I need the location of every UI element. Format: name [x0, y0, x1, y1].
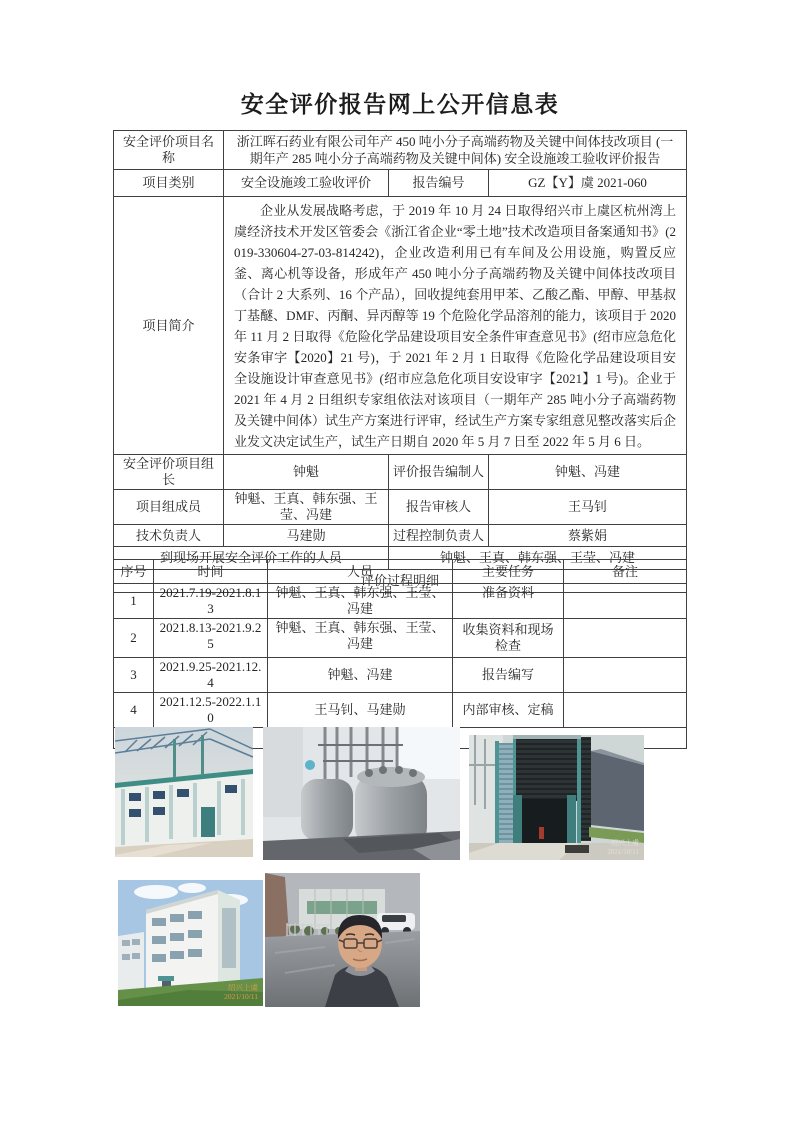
tech-lead-label: 技术负责人	[114, 525, 224, 547]
photo-watermark-date: 2021/10/11	[224, 992, 258, 1001]
onsite-personnel-value: 钟魁、王真、韩东强、王莹、冯建	[389, 547, 687, 570]
reactor-vessel-left	[301, 779, 353, 841]
time-cell: 2021.12.5-2022.1.10	[154, 693, 268, 728]
photo-site-selfie	[265, 873, 420, 1007]
personnel-row	[114, 525, 687, 547]
time-cell: 2021.7.19-2021.8.13	[154, 584, 268, 619]
background-building	[591, 751, 644, 831]
team-leader-label: 安全评价项目组长	[114, 455, 224, 490]
tech-lead-value: 马建勋	[224, 525, 389, 547]
col-header-seq: 序号	[114, 560, 154, 584]
process-control-value: 蔡紫娟	[489, 525, 687, 547]
remark-cell	[564, 584, 687, 619]
report-reviewer-value: 王马钊	[489, 490, 687, 525]
report-no-value: GZ【Y】虞 2021-060	[489, 170, 687, 197]
table-row	[114, 131, 687, 170]
personnel-cell: 钟魁、王真、韩东强、王莹、冯建	[268, 619, 453, 658]
red-building	[265, 873, 289, 941]
col-header-personnel: 人员	[268, 560, 453, 584]
project-intro-label: 项目简介	[114, 197, 224, 455]
remark-cell	[564, 658, 687, 693]
task-cell: 报告编写	[453, 658, 564, 693]
project-name-label: 安全评价项目名称	[114, 131, 224, 170]
onsite-personnel-label: 到现场开展安全评价工作的人员	[114, 547, 389, 570]
team-leader-value: 钟魁	[224, 455, 389, 490]
project-type-label: 项目类别	[114, 170, 224, 197]
side-building	[118, 932, 144, 992]
col-header-remark: 备注	[564, 560, 687, 584]
page-title: 安全评价报告网上公开信息表	[240, 92, 560, 117]
personnel-row	[114, 455, 687, 490]
entrance-canopy	[158, 976, 174, 981]
task-cell: 收集资料和现场检查	[453, 619, 564, 658]
task-cell: 准备资料	[453, 584, 564, 619]
process-header-row	[114, 560, 687, 584]
personnel-cell: 钟魁、王真、韩东强、王莹、冯建	[268, 584, 453, 619]
task-cell: 内部审核、定稿	[453, 693, 564, 728]
photo-watermark-location: 绍兴上虞	[228, 983, 258, 992]
photo-watermark-location: 绍兴上虞	[611, 839, 639, 847]
seq-cell: 2	[114, 619, 154, 658]
team-members-label: 项目组成员	[114, 490, 224, 525]
table-row	[114, 197, 687, 455]
photo-watermark-date: 2021/10/11	[607, 848, 639, 856]
time-cell: 2021.9.25-2021.12.4	[154, 658, 268, 693]
seq-cell: 3	[114, 658, 154, 693]
doorway	[519, 799, 571, 843]
report-reviewer-label: 报告审核人	[389, 490, 489, 525]
personnel-cell: 王马钊、马建勋	[268, 693, 453, 728]
process-row	[114, 693, 687, 728]
time-cell: 2021.8.13-2021.9.25	[154, 619, 268, 658]
remark-cell	[564, 693, 687, 728]
process-section-title: 评价过程明细	[114, 570, 687, 593]
process-row	[114, 658, 687, 693]
project-type-value: 安全设施竣工验收评价	[224, 170, 389, 197]
table-row	[114, 170, 687, 197]
report-writer-value: 钟魁、冯建	[489, 455, 687, 490]
process-table	[113, 559, 687, 749]
photo-reactor-equipment	[263, 727, 460, 860]
report-writer-label: 评价报告编制人	[389, 455, 489, 490]
process-control-label: 过程控制负责人	[389, 525, 489, 547]
process-row	[114, 619, 687, 658]
photo-louvered-building	[469, 735, 644, 860]
project-intro-value: 企业从发展战略考虑，于 2019 年 10 月 24 日取得绍兴市上虞区杭州湾上虞经济技术开发区管委会《浙江省企业“零土地”技术改造项目备案通知书》(2019-330604-27-03-814242)，企业改造利用已有车间及公用设施，购置反应釜、离心机等设备，形成年产 450 吨小分子高端药物及关键中间体技改项目（合计 2 大系列、16 个产品），回收提纯套用甲苯、乙酸乙酯、甲醇、甲基叔丁基醚、DMF、丙酮、异丙醇等 19 个危险化学品溶剂的能力，该项目于 2020 年 11 月 2 日取得《危险化学品建设项目安全条件审查意见书》(绍市应急危化安条审字【2020】21 号)，于 2021 年 2 月 1 日取得《危险化学品建设项目安全设施设计审查意见书》(绍市应急危化项目安设审字【2021】1 号)。企业于 2021 年 4 月 2 日组织专家组依法对该项目（一期年产 285 吨小分子高端药物及关键中间体）试生产方案进行评审，经试生产方案专家组意见整改落实后企业发文决定试生产，试生产日期自 2020 年 5 月 7 日至 2022 年 5 月 6 日。	[224, 197, 687, 455]
info-table	[113, 130, 687, 593]
personnel-row	[114, 490, 687, 525]
process-row	[114, 584, 687, 619]
team-members-value: 钟魁、王真、韩东强、王莹、冯建	[224, 490, 389, 525]
project-name-value: 浙江晖石药业有限公司年产 450 吨小分子高端药物及关键中间体技改项目 (一期年产 285 吨小分子高端药物及关键中间体) 安全设施竣工验收评价报告	[224, 131, 687, 170]
personnel-cell: 钟魁、冯建	[268, 658, 453, 693]
report-no-label: 报告编号	[389, 170, 489, 197]
drain-grate	[565, 845, 589, 853]
photo-plant-exterior	[115, 727, 253, 857]
col-header-task: 主要任务	[453, 560, 564, 584]
remark-cell	[564, 619, 687, 658]
seq-cell: 1	[114, 584, 154, 619]
photo-office-building	[118, 880, 263, 1006]
seq-cell: 4	[114, 693, 154, 728]
col-header-time: 时间	[154, 560, 268, 584]
